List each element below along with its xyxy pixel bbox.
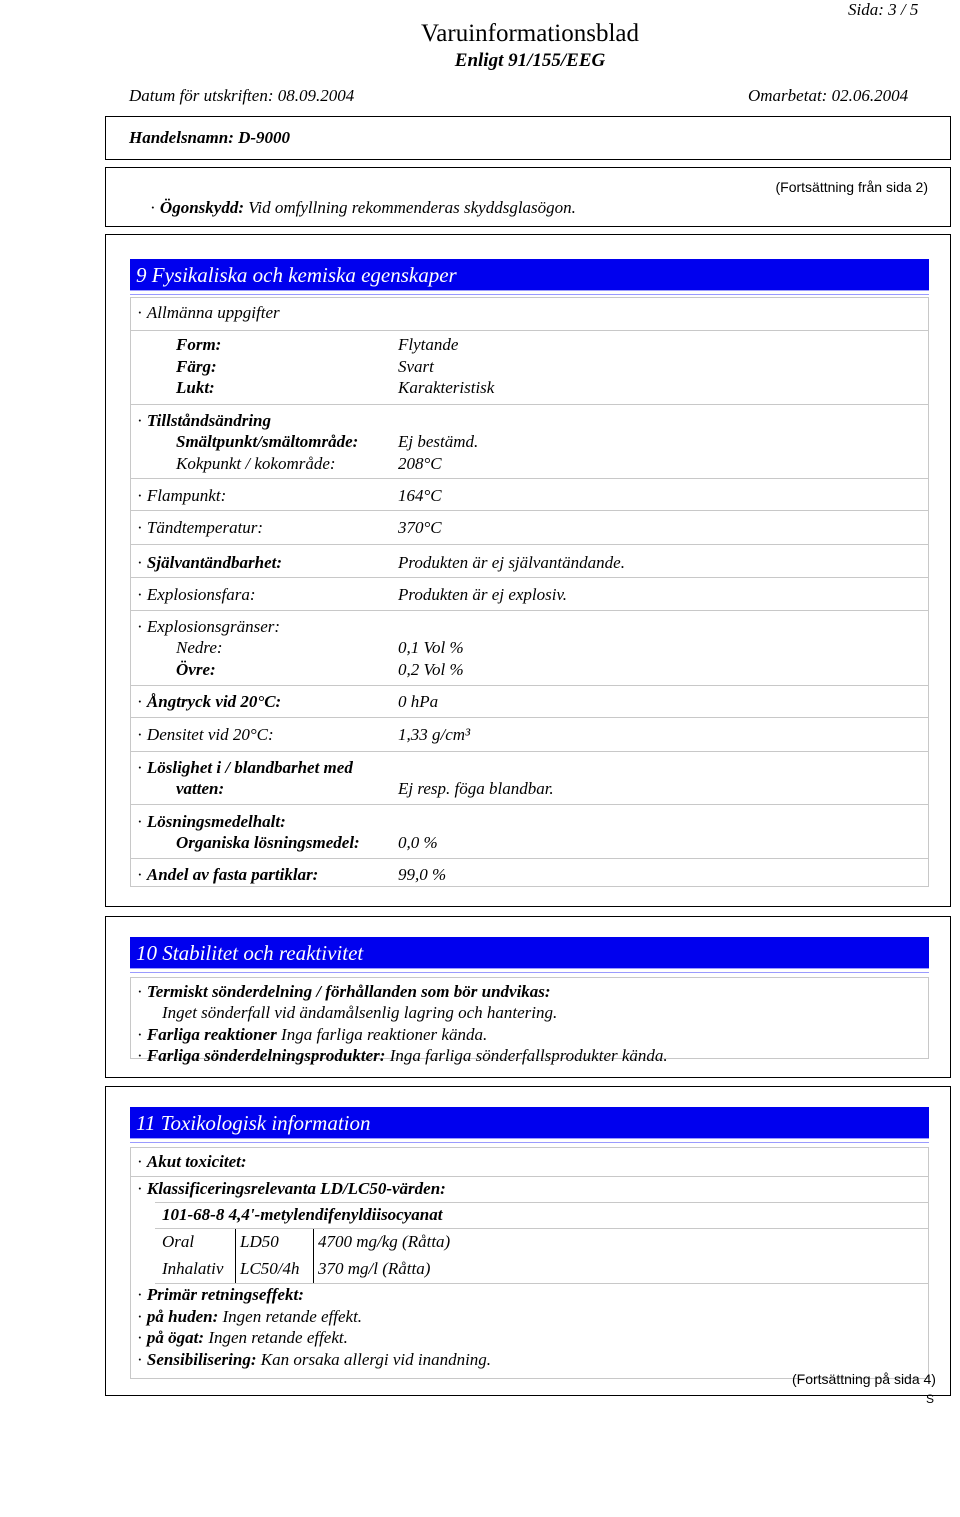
color-label: Färg: xyxy=(176,357,217,376)
color-value: Svart xyxy=(398,357,434,376)
solubility-label-2: vatten: xyxy=(176,779,225,798)
explosion-limits-label: · Explosionsgränser: xyxy=(137,617,280,637)
trade-name: Handelsnamn: D-9000 xyxy=(129,128,291,147)
tox-row-value: 4700 mg/kg (Råtta) xyxy=(318,1232,451,1251)
flash-point-value: 164°C xyxy=(398,486,442,505)
continued-on: (Fortsättning på sida 4) xyxy=(792,1371,936,1387)
tox-row-route: Oral xyxy=(162,1232,195,1251)
solvent-content-label: · Lösningsmedelhalt: xyxy=(137,812,286,832)
boiling-point-value: 208°C xyxy=(398,454,442,473)
solubility-label: · Löslighet i / blandbarhet med xyxy=(137,758,353,778)
acute-toxicity-label: · Akut toxicitet: xyxy=(137,1152,247,1172)
page-number: Sida: 3 / 5 xyxy=(848,0,919,19)
print-date: Datum för utskriften: 08.09.2004 xyxy=(129,86,355,105)
lower-limit-value: 0,1 Vol % xyxy=(398,638,464,657)
self-ignition-label: · Självantändbarhet: xyxy=(137,553,282,573)
tox-row-type: LC50/4h xyxy=(240,1259,300,1278)
solid-content-label: · Andel av fasta partiklar: xyxy=(137,865,318,885)
continued-from: (Fortsättning från sida 2) xyxy=(775,179,928,195)
thermal-decomposition-value: Inget sönderfall vid ändamålsenlig lagring och hantering. xyxy=(162,1003,558,1022)
primary-irritation-label: · Primär retningseffekt: xyxy=(137,1285,304,1305)
vapor-pressure-label: · Ångtryck vid 20°C: xyxy=(137,692,281,712)
melting-point-value: Ej bestämd. xyxy=(398,432,479,451)
general-info-label: · Allmänna uppgifter xyxy=(137,303,280,323)
solubility-value: Ej resp. föga blandbar. xyxy=(398,779,554,798)
ignition-temp-value: 370°C xyxy=(398,518,442,537)
form-label: Form: xyxy=(176,335,222,354)
upper-limit-value: 0,2 Vol % xyxy=(398,660,464,679)
explosion-hazard-value: Produkten är ej explosiv. xyxy=(398,585,568,604)
vapor-pressure-value: 0 hPa xyxy=(398,692,439,711)
odor-label: Lukt: xyxy=(176,378,215,397)
organic-solvent-label: Organiska lösningsmedel: xyxy=(176,833,360,852)
eye-protection: · Ögonskydd: Vid omfyllning rekommenderas skyddsglasögon. xyxy=(150,198,576,218)
odor-value: Karakteristisk xyxy=(398,378,495,397)
hazardous-reactions: · Farliga reaktioner Inga farliga reaktioner kända. xyxy=(137,1025,487,1045)
footer-code: S xyxy=(926,1392,935,1406)
section-11-heading: 11 Toxikologisk information xyxy=(130,1107,929,1139)
thermal-decomposition-label: · Termiskt sönderdelning / förhållanden som bör undvikas: xyxy=(137,982,551,1002)
density-label: · Densitet vid 20°C: xyxy=(137,725,274,745)
lower-limit-label: Nedre: xyxy=(176,638,223,657)
tox-row-route: Inhalativ xyxy=(162,1259,224,1278)
substance-name: 101-68-8 4,4'-metylendifenyldiisocyanat xyxy=(162,1205,443,1224)
skin-effect: · på huden: Ingen retande effekt. xyxy=(137,1307,362,1327)
form-value: Flytande xyxy=(398,335,459,354)
organic-solvent-value: 0,0 % xyxy=(398,833,438,852)
section-9-heading: 9 Fysikaliska och kemiska egenskaper xyxy=(130,259,929,291)
eye-effect: · på ögat: Ingen retande effekt. xyxy=(137,1328,348,1348)
upper-limit-label: Övre: xyxy=(176,660,216,679)
density-value: 1,33 g/cm³ xyxy=(398,725,471,744)
revision-date: Omarbetat: 02.06.2004 xyxy=(748,86,909,105)
trade-name-box xyxy=(105,116,951,160)
document-subtitle: Enligt 91/155/EEG xyxy=(454,50,606,71)
ignition-temp-label: · Tändtemperatur: xyxy=(137,518,263,538)
flash-point-label: · Flampunkt: xyxy=(137,486,226,506)
solid-content-value: 99,0 % xyxy=(398,865,447,884)
tox-row-type: LD50 xyxy=(240,1232,279,1251)
tox-row-value: 370 mg/l (Råtta) xyxy=(318,1259,431,1278)
state-change-label: · Tillståndsändring xyxy=(137,411,271,431)
explosion-hazard-label: · Explosionsfara: xyxy=(137,585,256,605)
melting-point-label: Smältpunkt/smältområde: xyxy=(176,432,359,451)
document-title: Varuinformationsblad xyxy=(420,20,639,47)
section-10-heading: 10 Stabilitet och reaktivitet xyxy=(130,937,929,969)
self-ignition-value: Produkten är ej självantändande. xyxy=(398,553,625,572)
classification-values-label: · Klassificeringsrelevanta LD/LC50-värden: xyxy=(137,1179,446,1199)
hazardous-decomposition-products: · Farliga sönderdelningsprodukter: Inga farliga sönderfallsprodukter kända. xyxy=(137,1046,668,1066)
continuation-box xyxy=(105,167,951,227)
sensitization: · Sensibilisering: Kan orsaka allergi vid inandning. xyxy=(137,1350,491,1370)
boiling-point-label: Kokpunkt / kokområde: xyxy=(176,454,336,473)
